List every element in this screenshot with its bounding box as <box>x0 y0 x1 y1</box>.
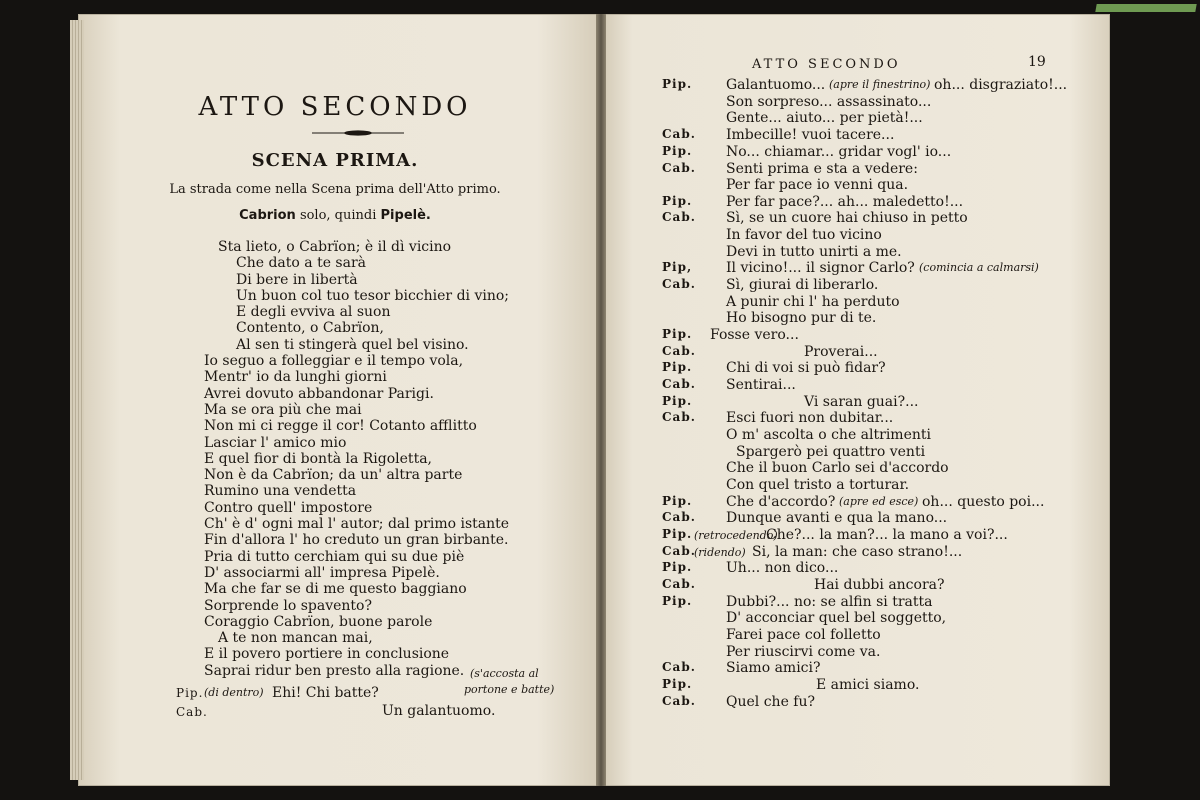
book-gutter <box>596 14 606 786</box>
verse-line: Ma se ora più che mai <box>204 401 362 418</box>
speaker-label: Pip. <box>176 686 204 700</box>
dialogue-text: Dubbi?... no: se alfin si tratta <box>726 594 933 610</box>
verse-line: Rumino una vendetta <box>204 483 357 500</box>
stage-direction: (comincia a calmarsi) <box>919 261 1039 274</box>
dialogue-text: O m' ascolta o che altrimenti <box>726 427 931 443</box>
dialogue-text: Per far pace io venni qua. <box>726 177 909 193</box>
verse-line: Lasciar l' amico mio <box>204 434 347 451</box>
speaker-label: Pip. <box>662 194 693 208</box>
dialogue-text: Vi saran guai?... <box>804 394 919 410</box>
speaker-label: Pip. <box>662 394 693 408</box>
dialogue-text: Esci fuori non dubitar... <box>726 410 894 426</box>
verse-block <box>204 239 509 679</box>
dialogue-text: Senti prima e sta a vedere: <box>726 161 918 177</box>
dialogue-text: Si, la man: che caso strano!... <box>752 544 963 560</box>
speaker-label: Pip. <box>662 327 693 341</box>
verse-line: Ma che far se di me questo baggiano <box>204 581 467 598</box>
speaker-label: Pip. <box>662 144 693 158</box>
stage-direction-accosta: (s'accosta al <box>470 667 539 680</box>
dialogue-text: Che?... la man?... la mano a voi?... <box>766 527 1008 543</box>
dialogue-text: Che il buon Carlo sei d'accordo <box>726 460 949 476</box>
verse-line: Coraggio Cabrïon, buone parole <box>204 613 433 630</box>
verse-line: Un galantuomo. <box>382 703 496 719</box>
speaker-label: Pip. <box>662 527 693 541</box>
dialogue-text: Ho bisogno pur di te. <box>726 310 877 326</box>
verse-line: Contento, o Cabrïon, <box>236 320 385 337</box>
dialogue-text: Proverai... <box>804 344 878 360</box>
page-number: 19 <box>1028 54 1046 70</box>
dialogue-text: oh... disgraziato!... <box>934 77 1068 93</box>
speaker-label: Pip, <box>662 260 693 274</box>
speaker-label: Cab. <box>662 277 696 291</box>
dialogue-text: Chi di voi si può fidar? <box>726 360 886 376</box>
dialogue-text: Con quel tristo a torturar. <box>726 477 910 493</box>
verse-line: Di bere in libertà <box>236 271 358 288</box>
dialogue-text: Galantuomo... <box>726 77 826 93</box>
dialogue-text: Siamo amici? <box>726 660 821 676</box>
verse-line: E degli evviva al suon <box>236 304 391 321</box>
dialogue-text: Dunque avanti e qua la mano... <box>726 510 948 526</box>
verse-line: Sorprende lo spavento? <box>204 597 372 614</box>
dialogue-text: Farei pace col folletto <box>726 627 881 643</box>
speaker-label: Pip. <box>662 77 693 91</box>
verse-line: Al sen ti stingerà quel bel visino. <box>236 336 469 353</box>
stage-direction-portone: portone e batte) <box>464 683 555 696</box>
verse-line: E quel fior di bontà la Rigoletta, <box>204 450 432 467</box>
dialogue-text: Che d'accordo? <box>726 494 836 510</box>
dialogue-text: A punir chi l' ha perduto <box>726 294 900 310</box>
characters-line <box>100 208 570 223</box>
dialogue-text: Per riuscirvi come va. <box>726 644 881 660</box>
speaker-label: Pip. <box>662 594 693 608</box>
dialogue-text: Sì, giurai di liberarlo. <box>726 277 879 293</box>
verse-line: Non mi ci regge il cor! Cotanto afflitto <box>204 418 477 435</box>
speaker-label: Pip. <box>662 494 693 508</box>
verse-line: Ehi! Chi batte? <box>272 685 379 701</box>
verse-line: Contro quell' impostore <box>204 499 373 516</box>
dialogue-text: Imbecille! vuoi tacere... <box>726 127 895 143</box>
dialogue-text: D' acconciar quel bel soggetto, <box>726 610 947 626</box>
verse-line: Fin d'allora l' ho creduto un gran birbante. <box>204 532 509 549</box>
stage-direction: (retrocedendo) <box>694 529 778 542</box>
verse-line: Io seguo a folleggiar e il tempo vola, <box>204 353 464 370</box>
dialogue-text: Spargerò pei quattro venti <box>736 444 926 460</box>
verse-line: Saprai ridur ben presto alla ragione. <box>204 662 465 679</box>
verse-line: Mentr' io da lunghi giorni <box>204 369 387 386</box>
speaker-label: Cab. <box>662 577 696 591</box>
dialogue-text: Uh... non dico... <box>726 560 839 576</box>
character-name: Pipelè. <box>380 208 431 223</box>
stage-direction: (ridendo) <box>694 546 746 559</box>
act-title: ATTO SECONDO <box>198 92 472 122</box>
speaker-label: Pip. <box>662 677 693 691</box>
stage-direction: (apre ed esce) <box>839 495 919 508</box>
dialogue-text: Gente... aiuto... per pietà!... <box>726 110 923 126</box>
cover-edge <box>1095 4 1196 12</box>
speaker-label: Cab. <box>662 544 696 558</box>
speaker-label: Cab. <box>662 161 696 175</box>
dialogue-text: Per far pace?... ah... maledetto!... <box>726 194 964 210</box>
verse-line: D' associarmi all' impresa Pipelè. <box>204 564 440 581</box>
speaker-label: Cab. <box>662 377 696 391</box>
verse-line: Non è da Cabrïon; da un' altra parte <box>204 467 463 484</box>
stage-direction: La strada come nella Scena prima dell'Atto primo. <box>169 182 501 197</box>
stage-direction: (di dentro) <box>204 686 264 699</box>
dialogue-text: Son sorpreso... assassinato... <box>726 94 932 110</box>
verse-line: A te non mancan mai, <box>218 630 373 647</box>
speaker-label: Cab. <box>662 210 696 224</box>
speaker-label: Cab. <box>662 344 696 358</box>
speaker-label: Cab. <box>662 660 696 674</box>
dialogue-text: In favor del tuo vicino <box>726 227 882 243</box>
dialogue-text: Sì, se un cuore hai chiuso in petto <box>726 210 968 226</box>
verse-line: Pria di tutto cerchiam qui su due piè <box>204 548 465 565</box>
verse-line: Che dato a te sarà <box>236 255 367 272</box>
dialogue-text: No... chiamar... gridar vogl' io... <box>726 144 952 160</box>
verse-line: Avrei dovuto abbandonar Parigi. <box>204 385 434 402</box>
verse-line: Un buon col tuo tesor bicchier di vino; <box>236 287 510 304</box>
dialogue-text: Fosse vero... <box>710 327 799 343</box>
scene-title: SCENA PRIMA. <box>251 150 419 171</box>
speaker-label: Cab. <box>662 410 696 424</box>
dialogue-text: Quel che fu? <box>726 694 816 710</box>
ornament-rule <box>312 130 404 136</box>
verse-line: Ch' è d' ogni mal l' autor; dal primo istante <box>204 516 510 533</box>
running-head: ATTO SECONDO <box>752 57 901 72</box>
characters-mid: solo, quindi <box>299 208 377 223</box>
dialogue-text: Hai dubbi ancora? <box>814 577 945 593</box>
speaker-label: Cab. <box>176 705 208 719</box>
speaker-label: Cab. <box>662 510 696 524</box>
speaker-label: Pip. <box>662 360 693 374</box>
stage-direction: (apre il finestrino) <box>829 78 931 91</box>
character-name: Cabrion <box>239 208 296 223</box>
speaker-label: Cab. <box>662 694 696 708</box>
dialogue-text: oh... questo poi... <box>922 494 1045 510</box>
speaker-label: Cab. <box>662 127 696 141</box>
dialogue-text: Sentirai... <box>726 377 796 393</box>
dialogue-text: E amici siamo. <box>816 677 920 693</box>
verse-line: Sta lieto, o Cabrïon; è il dì vicino <box>218 239 452 255</box>
dialogue-text: Il vicino!... il signor Carlo? <box>726 260 915 276</box>
verse-line: E il povero portiere in conclusione <box>204 646 450 663</box>
dialogue-text: Devi in tutto unirti a me. <box>726 244 902 260</box>
speaker-label: Pip. <box>662 560 693 574</box>
